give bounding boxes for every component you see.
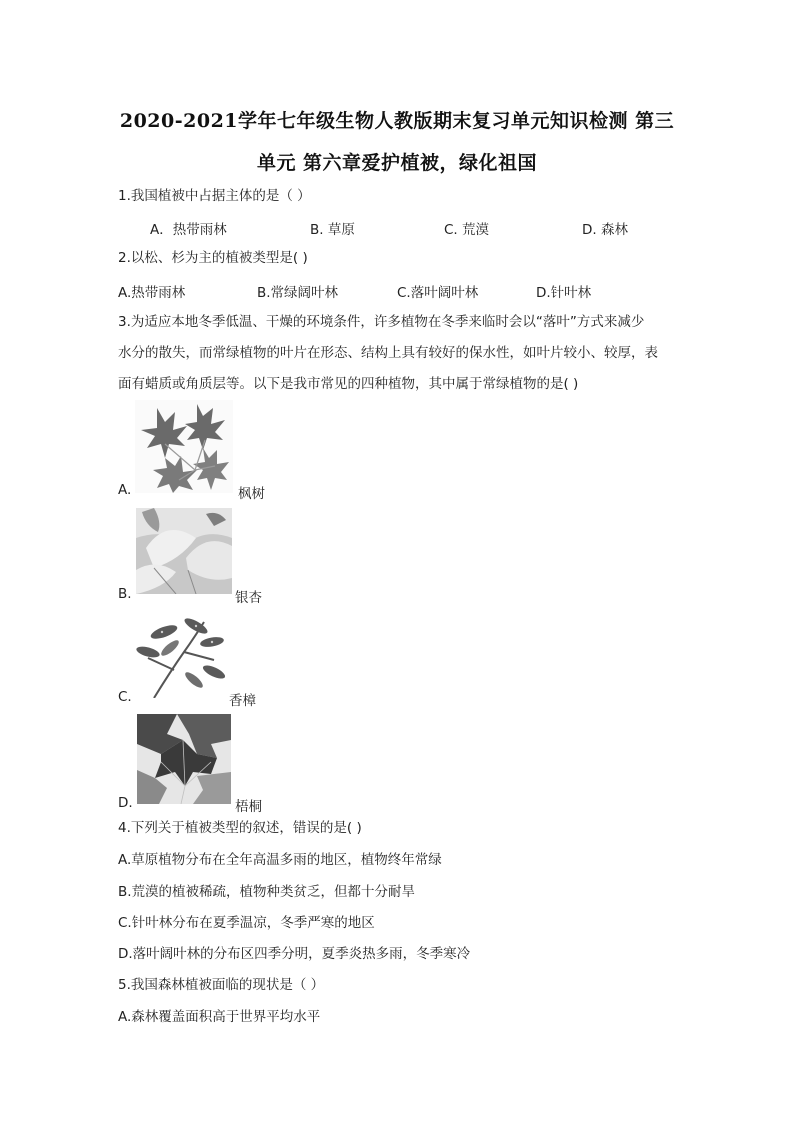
question-3-option-b-letter: B. (118, 586, 132, 602)
question-3-option-d-letter: D. (118, 795, 133, 811)
document-title-line-1: 2020-2021学年七年级生物人教版期末复习单元知识检测 第三 (119, 110, 675, 132)
question-4-option-d: D.落叶阔叶林的分布区四季分明，夏季炎热多雨，冬季寒冷 (118, 946, 471, 962)
question-2-option-c: C.落叶阔叶林 (397, 285, 479, 301)
question-2-option-d: D.针叶林 (536, 285, 592, 301)
question-4-option-c: C.针叶林分布在夏季温凉，冬季严寒的地区 (118, 915, 375, 931)
question-4-option-a: A.草原植物分布在全年高温多雨的地区，植物终年常绿 (118, 852, 442, 868)
question-1-option-b: B. 草原 (310, 222, 355, 238)
question-2-stem: 2.以松、杉为主的植被类型是( ) (118, 250, 308, 266)
question-1-option-a: A．热带雨林 (150, 222, 227, 238)
maple-leaf-photo-icon (135, 400, 233, 493)
question-3-stem-line-2: 水分的散失，而常绿植物的叶片在形态、结构上具有较好的保水性，如叶片较小、较厚，表 (118, 345, 658, 361)
question-3-option-c-letter: C. (118, 689, 132, 705)
question-1-option-d: D. 森林 (582, 222, 628, 238)
question-5-stem: 5.我国森林植被面临的现状是（ ） (118, 977, 325, 993)
question-1-stem: 1.我国植被中占据主体的是（ ） (118, 188, 311, 204)
question-3-option-c-name: 香樟 (229, 693, 256, 709)
question-3-option-a-letter: A. (118, 482, 132, 498)
document-title-line-2: 单元 第六章爱护植被，绿化祖国 (256, 152, 538, 174)
question-3-option-a-name: 枫树 (238, 486, 265, 502)
ginkgo-leaf-photo-icon (136, 508, 232, 594)
question-3-option-d-name: 梧桐 (235, 799, 262, 815)
question-1-option-c: C. 荒漠 (444, 222, 490, 238)
question-3-stem-line-3: 面有蜡质或角质层等。以下是我市常见的四种植物，其中属于常绿植物的是( ) (118, 376, 579, 392)
question-2-option-a: A.热带雨林 (118, 285, 186, 301)
question-5-option-a: A.森林覆盖面积高于世界平均水平 (118, 1009, 321, 1025)
question-4-option-b: B.荒漠的植被稀疏，植物种类贫乏，但都十分耐旱 (118, 884, 416, 900)
question-3-stem-line-1: 3.为适应本地冬季低温、干燥的环境条件，许多植物在冬季来临时会以“落叶”方式来减少 (118, 314, 645, 330)
question-3-option-b-name: 银杏 (235, 590, 262, 606)
question-2-option-b: B.常绿阔叶林 (257, 285, 339, 301)
question-4-stem: 4.下列关于植被类型的叙述，错误的是( ) (118, 820, 362, 836)
camphor-branch-photo-icon (134, 612, 226, 698)
plane-tree-leaf-photo-icon (137, 714, 231, 804)
